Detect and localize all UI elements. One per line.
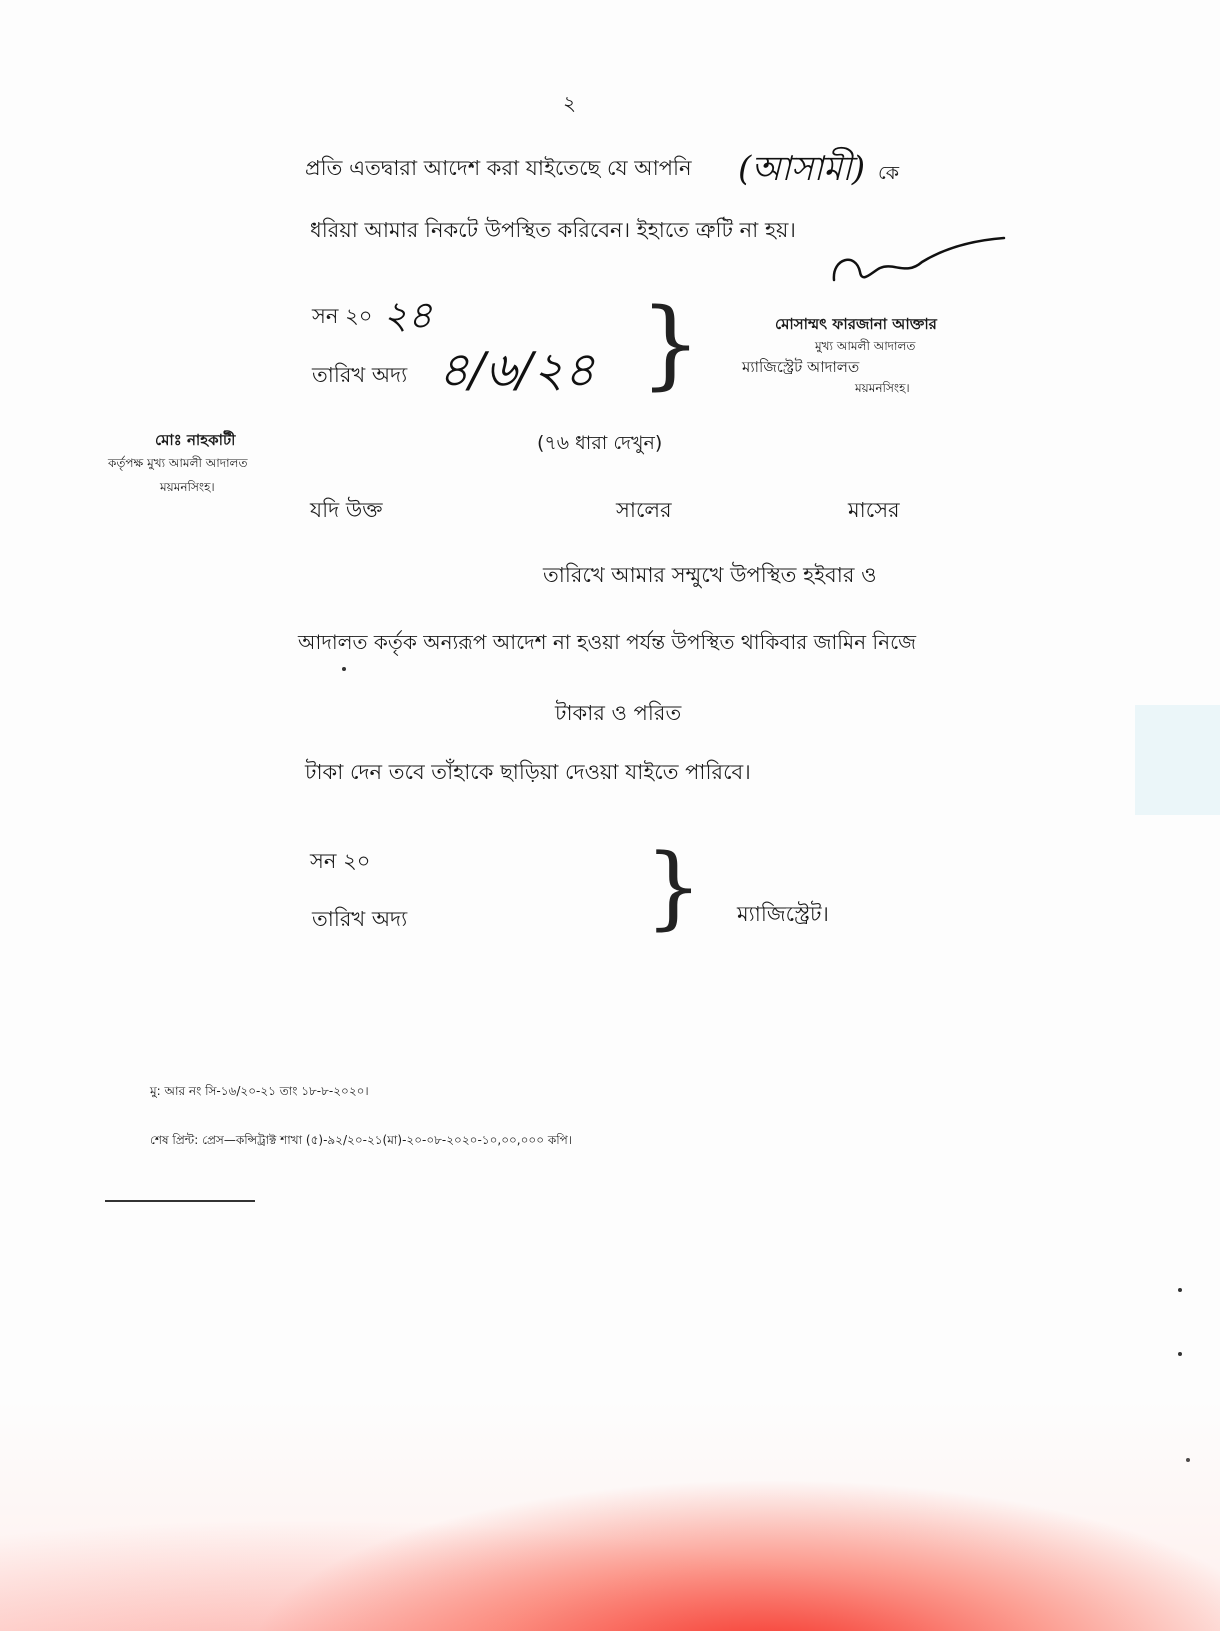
order-line-1-suffix: কে: [878, 162, 900, 184]
date-block-1-date-handwritten: ৪/৬/২৪: [438, 342, 596, 398]
signature-scribble: [828, 232, 1006, 296]
bail-line-4: টাকার ও পরিত: [555, 701, 682, 725]
date-block-2-year-label: সন ২০: [310, 849, 371, 873]
date-block-1-brace: }: [640, 288, 702, 400]
scan-tint: [1135, 705, 1220, 815]
red-stain: [0, 1400, 1220, 1631]
left-stamp-line-2: কর্তৃপক্ষ মুখ্য আমলী আদালত: [108, 456, 248, 470]
date-block-2-date-label: তারিখ অদ্য: [312, 907, 408, 931]
bail-line-5: টাকা দেন তবে তাঁহাকে ছাড়িয়া দেওয়া যাইতে পারিবে।: [305, 760, 751, 784]
footer-line-1: মু: আর নং সি-১৬/২০-২১ তাং ১৮-৮-২০২০।: [150, 1084, 369, 1098]
bail-line-1-b: সালের: [616, 498, 672, 522]
left-stamp-line-3: ময়মনসিংহ।: [160, 480, 215, 494]
order-line-2: ধরিয়া আমার নিকটে উপস্থিত করিবেন। ইহাতে ত্রুটি না হয়।: [310, 218, 796, 242]
bail-line-1-a: যদি উক্ত: [310, 498, 383, 522]
footer-line-2: শেষ প্রিন্ট: প্রেস—কন্সিট্রাক্ট শাখা (৫)-৯২/২০-২১(মা)-২০-০৮-২০২০-১০,০০,০০০ কপি।: [150, 1133, 573, 1147]
date-block-1-year-handwritten: ২৪: [383, 293, 433, 337]
magistrate-stamp-title-1: মুখ্য আমলী আদালত: [815, 339, 916, 353]
footer-rule: [105, 1200, 255, 1202]
page-number: ২: [563, 91, 577, 115]
bail-line-2: তারিখে আমার সম্মুখে উপস্থিত হইবার ও: [543, 563, 877, 587]
section-reference: (৭৬ ধারা দেখুন): [537, 432, 663, 454]
order-line-1-handwritten: (আসামী): [738, 149, 866, 189]
date-block-2-signature-label: ম্যাজিস্ট্রেট।: [737, 902, 829, 926]
bail-line-3: আদালত কর্তৃক অন্যরূপ আদেশ না হওয়া পর্যন্ত উপস্থিত থাকিবার জামিন নিজে: [298, 630, 917, 654]
magistrate-stamp-title-2: ম্যাজিস্ট্রেট আদালত: [742, 358, 860, 376]
magistrate-stamp-place: ময়মনসিংহ।: [855, 381, 910, 395]
date-block-2-brace: }: [645, 835, 703, 940]
left-stamp-name: মোঃ নাহকাটী: [155, 431, 236, 449]
bail-line-1-c: মাসের: [848, 498, 900, 522]
ink-speck: [342, 667, 346, 671]
date-block-1-year-label: সন ২০: [312, 304, 373, 328]
margin-mark-1: [1178, 1288, 1182, 1292]
magistrate-stamp-name: মোসাম্মৎ ফারজানা আক্তার: [775, 315, 937, 333]
date-block-1-date-label: তারিখ অদ্য: [312, 363, 408, 387]
margin-mark-2: [1178, 1352, 1182, 1356]
order-line-1-printed: প্রতি এতদ্বারা আদেশ করা যাইতেছে যে আপনি: [305, 156, 692, 180]
